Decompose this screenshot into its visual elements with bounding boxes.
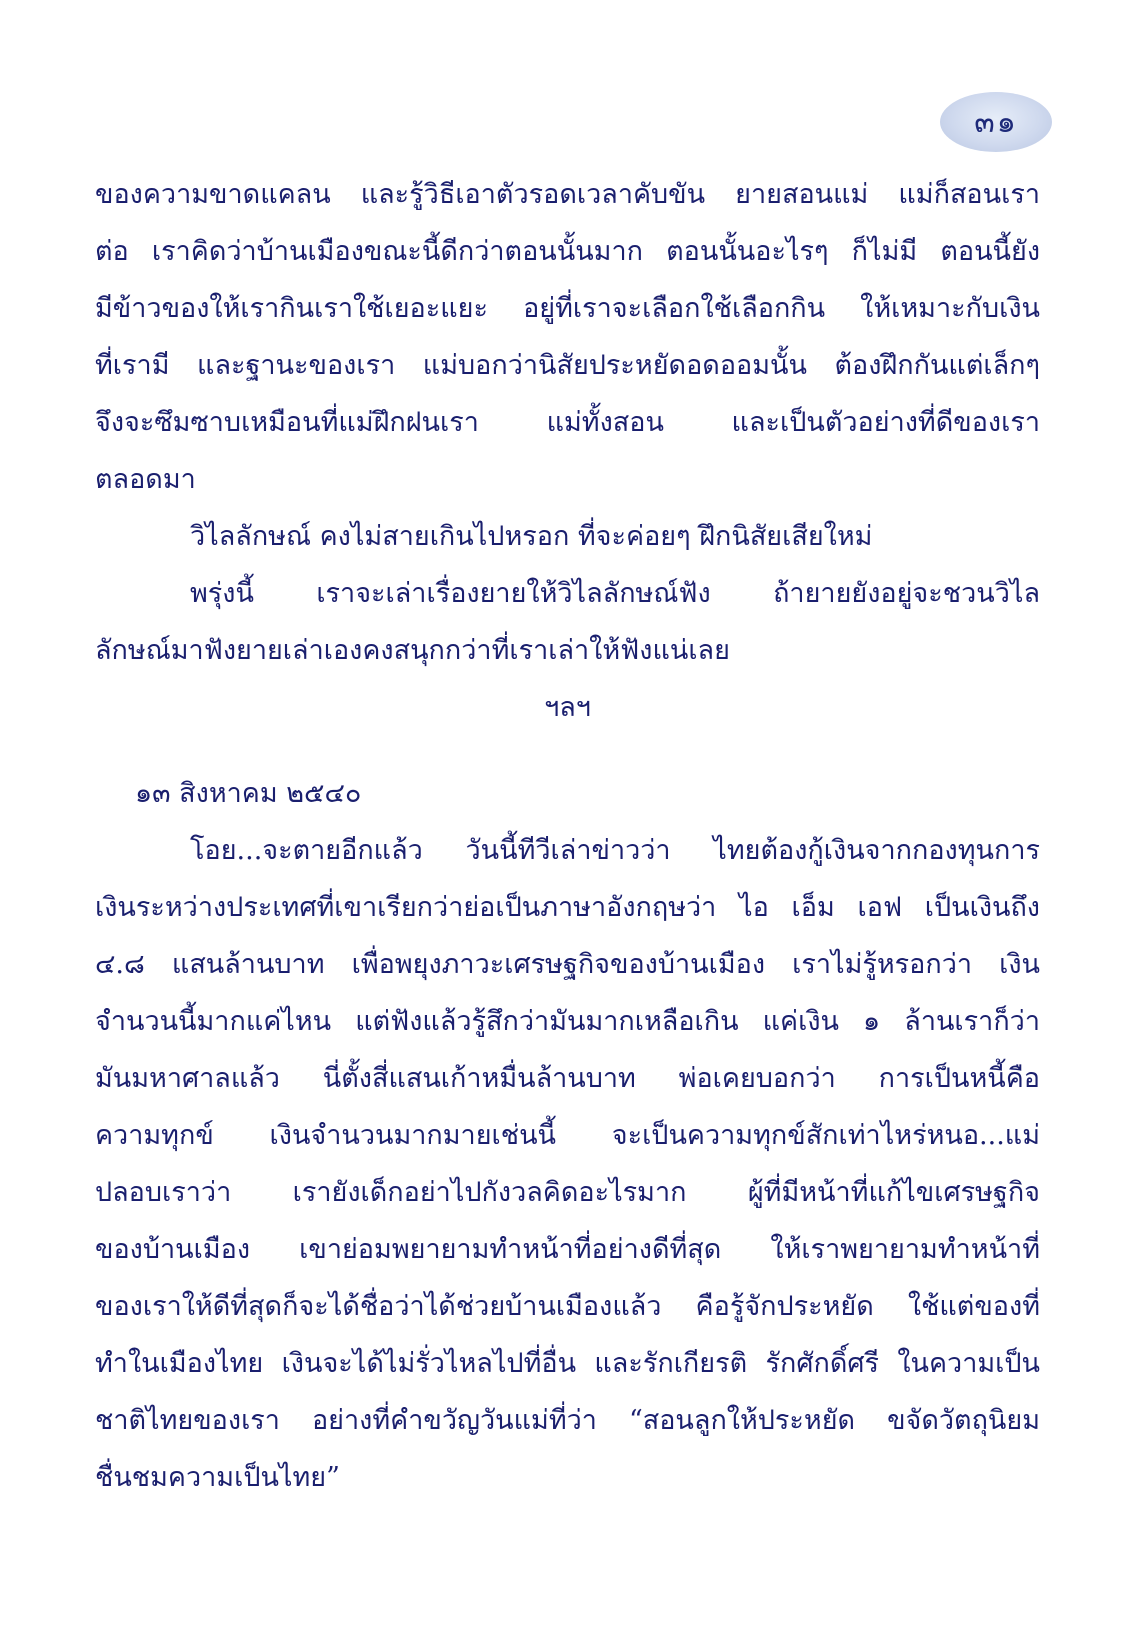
- text-line: ความทุกข์ เงินจำนวนมากมายเช่นนี้ จะเป็นความทุกข์สักเท่าไหร่หนอ...แม่: [95, 1120, 1040, 1151]
- entry-date: ๑๓ สิงหาคม ๒๕๔๐: [135, 778, 362, 809]
- text-line: มีข้าวของให้เรากินเราใช้เยอะแยะ อยู่ที่เราจะเลือกใช้เลือกกิน ให้เหมาะกับเงิน: [95, 293, 1040, 324]
- text-line: ต่อ เราคิดว่าบ้านเมืองขณะนี้ดีกว่าตอนนั้นมาก ตอนนั้นอะไรๆ ก็ไม่มี ตอนนี้ยัง: [95, 236, 1040, 267]
- text-line: ของเราให้ดีที่สุดก็จะได้ชื่อว่าได้ช่วยบ้านเมืองแล้ว คือรู้จักประหยัด ใช้แต่ของที่: [95, 1291, 1040, 1322]
- text-line: ปลอบเราว่า เรายังเด็กอย่าไปกังวลคิดอะไรมาก ผู้ที่มีหน้าที่แก้ไขเศรษฐกิจ: [95, 1177, 1040, 1208]
- text-line: ลักษณ์มาฟังยายเล่าเองคงสนุกกว่าที่เราเล่าให้ฟังแน่เลย: [95, 635, 730, 666]
- section-1: [95, 166, 1040, 736]
- text-line: โอย...จะตายอีกแล้ว วันนี้ทีวีเล่าข่าวว่า ไทยต้องกู้เงินจากกองทุนการ: [190, 835, 1040, 866]
- text-line: ๔.๘ แสนล้านบาท เพื่อพยุงภาวะเศรษฐกิจของบ้านเมือง เราไม่รู้หรอกว่า เงิน: [95, 949, 1040, 980]
- text-line: เงินระหว่างประเทศที่เขาเรียกว่าย่อเป็นภาษาอังกฤษว่า ไอ เอ็ม เอฟ เป็นเงินถึง: [95, 892, 1040, 923]
- text-line: ชาติไทยของเรา อย่างที่คำขวัญวันแม่ที่ว่า “สอนลูกให้ประหยัด ขจัดวัตถุนิยม: [95, 1405, 1040, 1436]
- section-2: [95, 765, 1040, 1506]
- text-line: ชื่นชมความเป็นไทย”: [95, 1462, 340, 1493]
- text-line: วิไลลักษณ์ คงไม่สายเกินไปหรอก ที่จะค่อยๆ ฝึกนิสัยเสียใหม่: [190, 521, 873, 552]
- text-line: ของบ้านเมือง เขาย่อมพยายามทำหน้าที่อย่างดีที่สุด ให้เราพยายามทำหน้าที่: [95, 1234, 1040, 1265]
- text-line: ตลอดมา: [95, 464, 196, 495]
- text-line: มันมหาศาลแล้ว นี่ตั้งสี่แสนเก้าหมื่นล้านบาท พ่อเคยบอกว่า การเป็นหนี้คือ: [95, 1063, 1040, 1094]
- page-number-badge: [940, 92, 1052, 152]
- text-line: พรุ่งนี้ เราจะเล่าเรื่องยายให้วิไลลักษณ์ฟัง ถ้ายายยังอยู่จะชวนวิไล: [190, 578, 1040, 609]
- text-line: จึงจะซึมซาบเหมือนที่แม่ฝึกฝนเรา แม่ทั้งสอน และเป็นตัวอย่างที่ดีของเรา: [95, 407, 1040, 438]
- text-line: จำนวนนี้มากแค่ไหน แต่ฟังแล้วรู้สึกว่ามันมากเหลือเกิน แค่เงิน ๑ ล้านเราก็ว่า: [95, 1006, 1040, 1037]
- text-line: ทำในเมืองไทย เงินจะได้ไม่รั่วไหลไปที่อื่น และรักเกียรติ รักศักดิ์ศรี ในความเป็น: [95, 1348, 1040, 1379]
- closing-mark: ฯลฯ: [544, 692, 591, 723]
- text-line: ที่เรามี และฐานะของเรา แม่บอกว่านิสัยประหยัดอดออมนั้น ต้องฝึกกันแต่เล็กๆ: [95, 350, 1040, 381]
- page-number: ๓๑: [974, 104, 1018, 140]
- text-line: ของความขาดแคลน และรู้วิธีเอาตัวรอดเวลาคับขัน ยายสอนแม่ แม่ก็สอนเรา: [95, 179, 1040, 210]
